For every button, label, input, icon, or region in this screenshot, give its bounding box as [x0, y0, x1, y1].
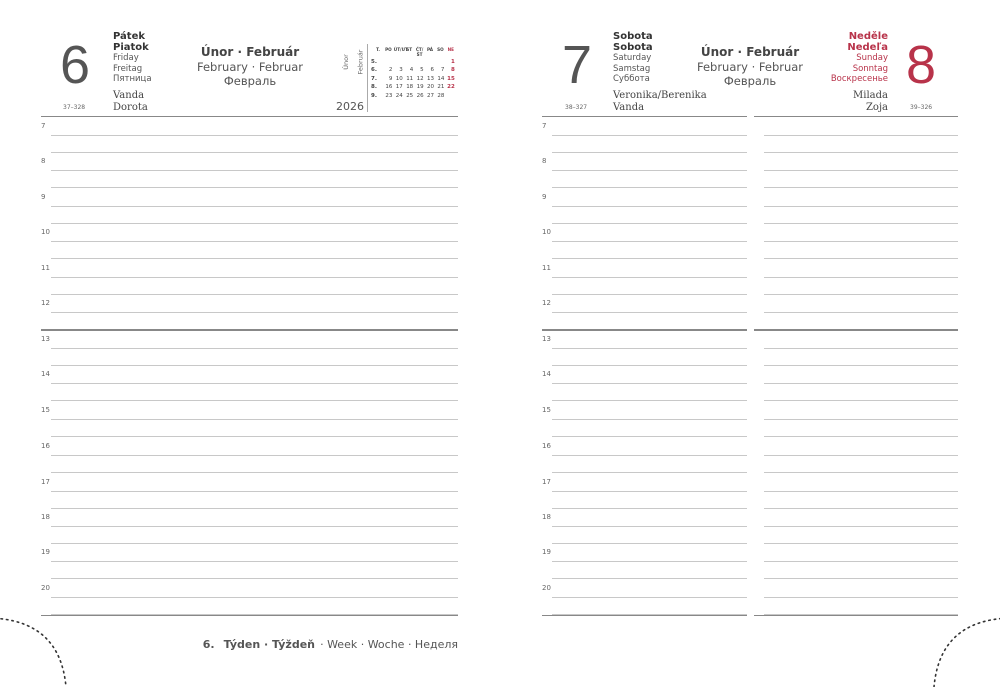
- grid-line: [764, 436, 958, 437]
- mini-calendar-header-cell: ÚT/UT: [393, 47, 408, 52]
- grid-line: [51, 206, 458, 207]
- grid-line: [552, 135, 747, 136]
- left-day-name-sk: Piatok: [113, 42, 149, 53]
- hour-label: 12: [41, 299, 50, 307]
- grid-line: [51, 400, 458, 401]
- grid-line: [552, 258, 747, 259]
- grid-line: [552, 152, 747, 153]
- grid-line: [51, 241, 458, 242]
- dotted-arc-right: [920, 600, 1000, 687]
- grid-line: [51, 187, 458, 188]
- right-nameday-2: Vanda: [613, 102, 645, 113]
- right-day-names: [613, 31, 653, 85]
- grid-line: [764, 187, 958, 188]
- grid-line: [51, 365, 458, 366]
- grid-line: [552, 187, 747, 188]
- grid-line: [764, 294, 958, 295]
- grid-line: [51, 578, 458, 579]
- hour-label: 20: [41, 584, 50, 592]
- mini-calendar-divider: [367, 44, 368, 112]
- mini-calendar-week-number: 7.: [371, 75, 377, 82]
- sunday-day-names: [820, 31, 888, 85]
- grid-line: [51, 419, 458, 420]
- left-day-name-cz: Pátek: [113, 31, 146, 42]
- hour-label: 8: [542, 157, 547, 165]
- grid-line: [552, 597, 747, 598]
- week-footer: [190, 633, 458, 652]
- hour-label: 19: [41, 548, 50, 556]
- hour-label: 12: [542, 299, 551, 307]
- mini-calendar-day: 13: [427, 75, 434, 82]
- left-month-line-2: Февраль: [223, 74, 277, 88]
- left-nameday-2: Dorota: [113, 102, 148, 113]
- mini-calendar-day: 20: [427, 84, 434, 91]
- mini-calendar-week-number: 8.: [371, 84, 377, 91]
- grid-line: [552, 578, 747, 579]
- hour-label: 9: [41, 193, 46, 201]
- mini-calendar-day: 17: [395, 84, 403, 91]
- right-nameday-1: Veronika/Berenika: [613, 90, 707, 101]
- grid-line: [51, 383, 458, 384]
- sunday-day-name-de: Sonntag: [852, 63, 888, 74]
- hour-label: 18: [542, 513, 551, 521]
- grid-line: [552, 472, 747, 473]
- grid-line: [51, 472, 458, 473]
- grid-line: [51, 223, 458, 224]
- grid-line: [552, 348, 747, 349]
- grid-line: [764, 561, 958, 562]
- hour-label: 11: [542, 264, 551, 272]
- mini-calendar-day: 16: [385, 84, 393, 91]
- hour-label: 17: [542, 478, 551, 486]
- right-month-line-2: Февраль: [723, 74, 777, 88]
- mini-calendar-day: 23: [385, 93, 393, 99]
- right-day-number: 7: [562, 35, 593, 95]
- hour-label: 9: [542, 193, 547, 201]
- sunday-day-of-year: 39–326: [910, 104, 933, 111]
- grid-line: [552, 277, 747, 278]
- grid-line: [754, 329, 958, 331]
- hour-label: 10: [542, 228, 551, 236]
- left-day-name-en: Friday: [113, 53, 139, 63]
- grid-line: [552, 223, 747, 224]
- mini-calendar-day: 22: [447, 84, 455, 91]
- week-label-bold: Týden · Týždeň: [223, 638, 315, 651]
- grid-line: [51, 508, 458, 509]
- grid-line: [51, 526, 458, 527]
- right-month-bold: Únor · Február: [700, 45, 800, 59]
- grid-line: [552, 312, 747, 313]
- grid-line: [552, 491, 747, 492]
- grid-line: [764, 152, 958, 153]
- mini-calendar-header-cell: ST: [406, 47, 413, 52]
- right-day-name-en: Saturday: [613, 53, 652, 63]
- hour-label: 7: [542, 122, 547, 130]
- left-day-of-year: 37–328: [63, 104, 86, 111]
- hour-label: 19: [542, 548, 551, 556]
- grid-line: [552, 455, 747, 456]
- hour-label: 17: [41, 478, 50, 486]
- mini-calendar-day: 14: [437, 75, 445, 82]
- left-day-number: 6: [60, 35, 91, 95]
- grid-line: [41, 615, 458, 616]
- grid-line: [764, 491, 958, 492]
- hour-label: 15: [542, 406, 551, 414]
- mini-calendar-day: 5: [420, 67, 424, 74]
- sunday-nameday-1: Milada: [853, 90, 888, 101]
- grid-line: [552, 241, 747, 242]
- mini-calendar-day: 1: [450, 58, 455, 65]
- hour-label: 16: [41, 442, 50, 450]
- grid-line: [51, 455, 458, 456]
- grid-line: [764, 455, 958, 456]
- grid-line: [764, 543, 958, 544]
- mini-calendar-header-cell: PO: [385, 47, 392, 52]
- left-day-name-de: Freitag: [113, 63, 143, 74]
- mini-calendar-header-cell: NE: [447, 47, 454, 52]
- mini-calendar-header-cell: ČT/ŠT: [415, 47, 424, 57]
- sunday-day-name-ru: Воскресенье: [830, 74, 888, 84]
- grid-line: [764, 170, 958, 171]
- sunday-nameday-2: Zoja: [865, 102, 888, 113]
- mini-calendar-day: 18: [406, 84, 414, 91]
- grid-line: [764, 400, 958, 401]
- grid-line: [51, 436, 458, 437]
- right-day-of-year: 38–327: [565, 104, 588, 111]
- hour-label: 14: [542, 370, 551, 378]
- grid-line: [41, 116, 458, 117]
- grid-line: [552, 365, 747, 366]
- grid-line: [764, 419, 958, 420]
- mini-calendar-week-number: 5.: [371, 58, 377, 65]
- week-number: 6.: [202, 638, 215, 651]
- grid-line: [51, 543, 458, 544]
- grid-line: [552, 206, 747, 207]
- grid-line: [764, 258, 958, 259]
- left-month-bold: Únor · Február: [200, 45, 300, 59]
- grid-line: [764, 135, 958, 136]
- hour-label: 13: [542, 335, 551, 343]
- sunday-day-name-sk: Nedeľa: [847, 42, 888, 53]
- grid-line: [552, 526, 747, 527]
- grid-line: [542, 329, 747, 331]
- mini-calendar-header-cell: PÁ: [427, 47, 433, 52]
- mini-calendar-day: 19: [416, 84, 424, 91]
- mini-calendar-day: 7: [440, 67, 445, 74]
- mini-calendar-day: 12: [416, 75, 424, 82]
- hour-label: 20: [542, 584, 551, 592]
- grid-line: [51, 135, 458, 136]
- grid-line: [552, 543, 747, 544]
- grid-line: [764, 312, 958, 313]
- grid-line: [51, 294, 458, 295]
- grid-line: [552, 436, 747, 437]
- grid-line: [552, 561, 747, 562]
- left-month-block: [185, 45, 315, 88]
- grid-line: [754, 116, 958, 117]
- week-label-rest: · Week · Woche · Неделя: [320, 638, 458, 651]
- grid-line: [764, 206, 958, 207]
- grid-line: [764, 277, 958, 278]
- grid-line: [542, 116, 747, 117]
- grid-line: [51, 170, 458, 171]
- mini-calendar-day: 6: [430, 67, 434, 74]
- mini-calendar-header-cell: SO: [437, 47, 444, 52]
- grid-line: [51, 312, 458, 313]
- hour-label: 13: [41, 335, 50, 343]
- grid-line: [552, 508, 747, 509]
- mini-calendar-day: 15: [447, 75, 455, 82]
- hour-label: 15: [41, 406, 50, 414]
- grid-line: [552, 383, 747, 384]
- grid-line: [552, 419, 747, 420]
- mini-calendar-day: 10: [395, 75, 403, 82]
- grid-line: [764, 348, 958, 349]
- grid-line: [764, 578, 958, 579]
- mini-calendar-day: 21: [437, 84, 445, 91]
- grid-line: [51, 561, 458, 562]
- right-day-name-sk: Sobota: [613, 42, 653, 53]
- grid-line: [552, 294, 747, 295]
- hour-label: 10: [41, 228, 50, 236]
- hour-label: 8: [41, 157, 46, 165]
- mini-calendar-day: 25: [406, 93, 414, 99]
- mini-calendar-week-number: 6.: [371, 67, 377, 74]
- mini-calendar-day: 4: [409, 67, 414, 74]
- left-nameday-1: Vanda: [113, 90, 145, 101]
- mini-calendar-day: 2: [388, 67, 393, 74]
- hour-label: 11: [41, 264, 50, 272]
- hour-label: 16: [542, 442, 551, 450]
- left-day-name-ru: Пятница: [113, 74, 152, 84]
- mini-calendar-day: 9: [388, 75, 393, 82]
- grid-line: [764, 526, 958, 527]
- left-day-names: [113, 31, 152, 85]
- grid-line: [51, 258, 458, 259]
- grid-line: [764, 241, 958, 242]
- sunday-day-number: 8: [906, 35, 937, 95]
- mini-calendar-week-number: 9.: [371, 93, 377, 99]
- grid-line: [51, 491, 458, 492]
- mini-calendar-day: 8: [450, 67, 455, 74]
- grid-line: [552, 170, 747, 171]
- grid-line: [41, 329, 458, 331]
- mini-calendar-day: 3: [399, 67, 403, 74]
- right-month-block: [685, 45, 815, 88]
- grid-line: [764, 383, 958, 384]
- grid-line: [552, 400, 747, 401]
- sunday-day-name-cz: Neděle: [848, 31, 888, 42]
- dotted-arc-left: [0, 600, 80, 687]
- hour-label: 18: [41, 513, 50, 521]
- right-day-name-cz: Sobota: [613, 31, 653, 42]
- mini-calendar-day: 28: [437, 93, 445, 99]
- right-month-line-1: February · Februar: [696, 60, 804, 74]
- grid-line: [51, 152, 458, 153]
- mini-calendar-day: 11: [406, 75, 414, 82]
- left-year: 2026: [336, 100, 364, 113]
- grid-line: [51, 597, 458, 598]
- mini-calendar-side-label: Únor Február: [341, 49, 365, 75]
- grid-line: [764, 597, 958, 598]
- grid-line: [51, 277, 458, 278]
- grid-line: [51, 348, 458, 349]
- mini-calendar-day: 27: [427, 93, 434, 99]
- mini-calendar-header-cell: T.: [376, 47, 380, 52]
- grid-line: [764, 508, 958, 509]
- mini-calendar-day: 24: [395, 93, 403, 99]
- grid-line: [764, 472, 958, 473]
- grid-line: [764, 365, 958, 366]
- hour-label: 7: [41, 122, 46, 130]
- left-month-line-1: February · Februar: [196, 60, 304, 74]
- grid-line: [764, 223, 958, 224]
- right-day-name-ru: Суббота: [613, 74, 650, 84]
- right-day-name-de: Samstag: [613, 63, 651, 74]
- grid-line: [542, 615, 747, 616]
- hour-label: 14: [41, 370, 50, 378]
- sunday-day-name-en: Sunday: [856, 53, 888, 63]
- mini-calendar-day: 26: [416, 93, 424, 99]
